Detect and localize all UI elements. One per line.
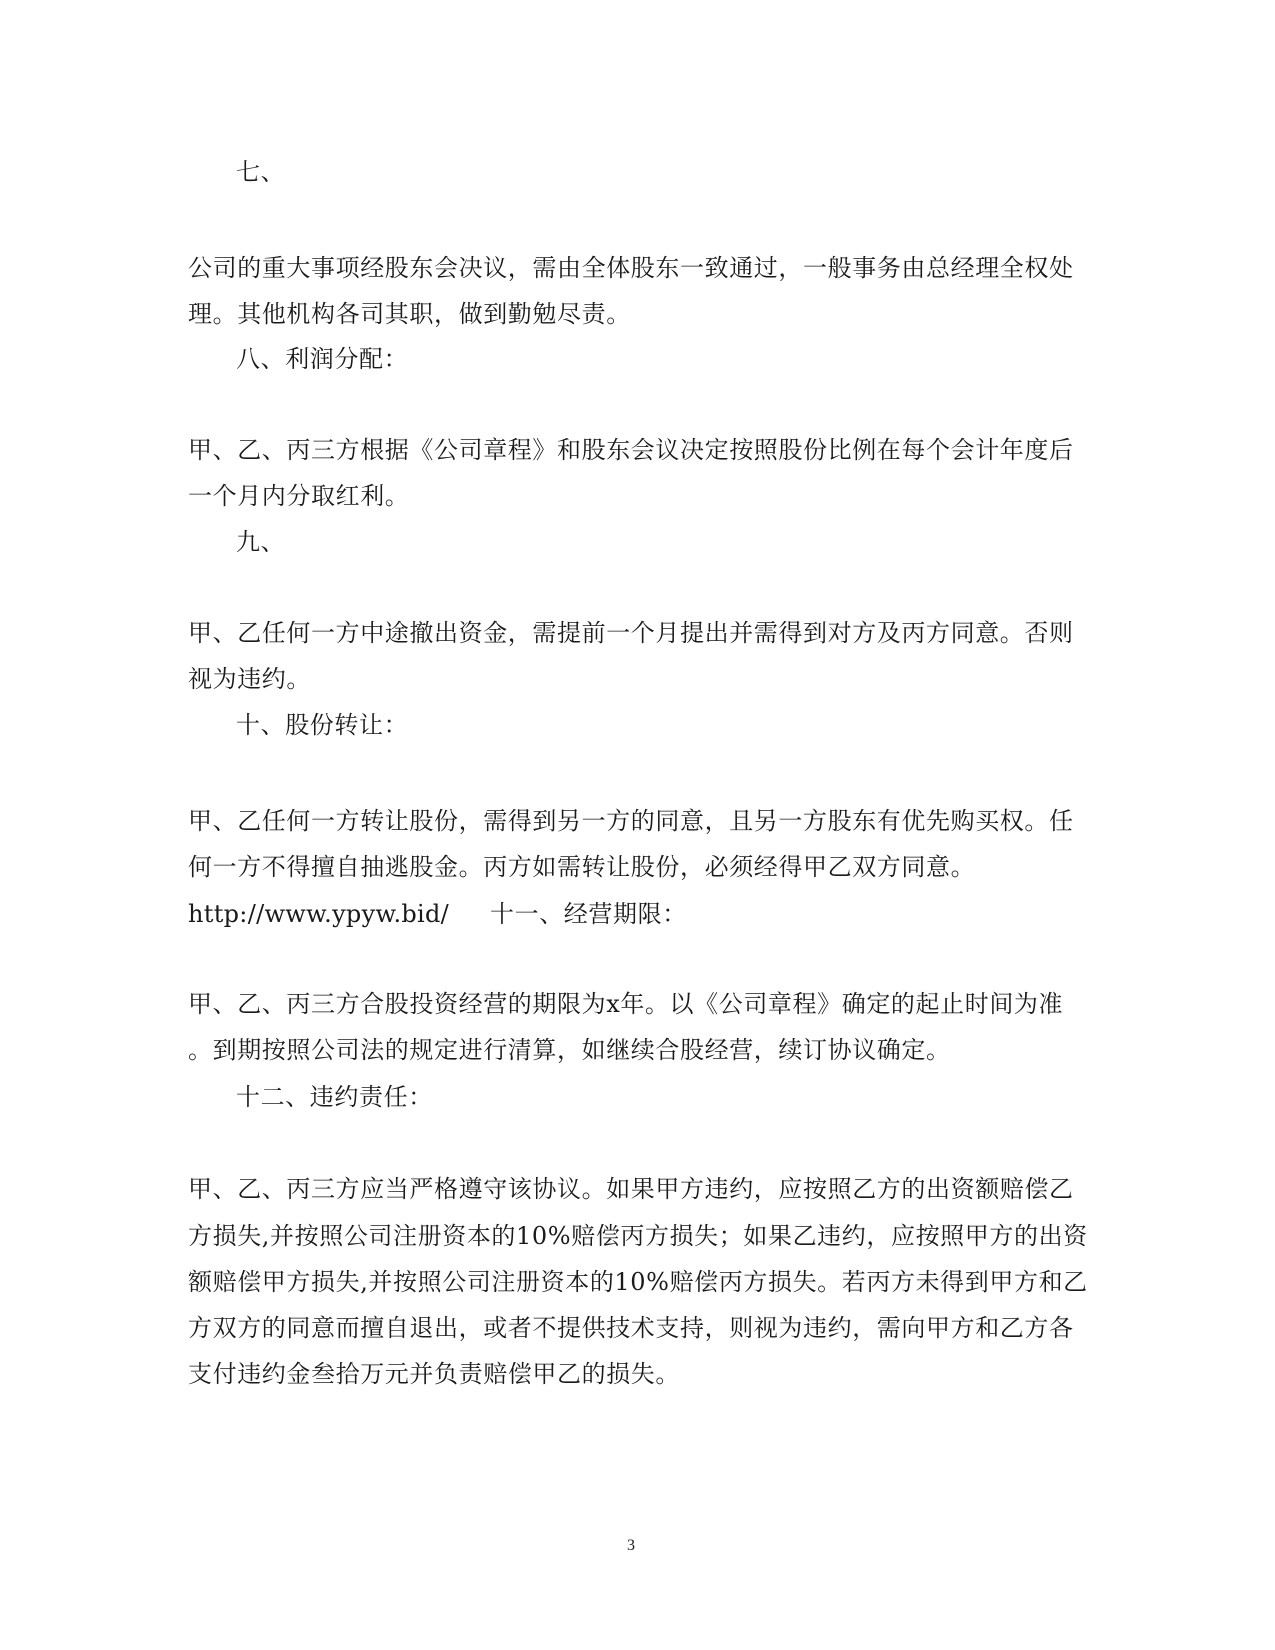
section-9-text-line-1: 甲、乙任何一方中途撤出资金，需提前一个月提出并需得到对方及丙方同意。否则	[188, 619, 1074, 647]
watermark-url-text: http://www.ypyw.bid/	[188, 900, 450, 928]
section-12-heading: 十二、违约责任：	[236, 1083, 433, 1111]
section-12-text-line-4: 方双方的同意而擅自退出，或者不提供技术支持，则视为违约，需向甲方和乙方各	[188, 1314, 1074, 1342]
section-12-text-line-1: 甲、乙、丙三方应当严格遵守该协议。如果甲方违约，应按照乙方的出资额赔偿乙	[188, 1175, 1074, 1203]
section-11-heading: 十一、经营期限：	[490, 900, 687, 928]
page-number: 3	[627, 1537, 635, 1554]
section-8-heading: 八、利润分配：	[236, 345, 409, 373]
section-10-heading: 十、股份转让：	[236, 711, 409, 739]
section-12-text-line-2: 方损失,并按照公司注册资本的10%赔偿丙方损失；如果乙违约，应按照甲方的出资	[188, 1222, 1088, 1250]
section-7-text-line-2: 理。其他机构各司其职，做到勤勉尽责。	[188, 300, 631, 328]
section-7-text-line-1: 公司的重大事项经股东会决议，需由全体股东一致通过，一般事务由总经理全权处	[188, 254, 1074, 282]
section-10-text-line-2: 何一方不得擅自抽逃股金。丙方如需转让股份，必须经得甲乙双方同意。	[188, 853, 976, 881]
section-9-text-line-2: 视为违约。	[188, 665, 311, 693]
section-11-text-line-2: 。到期按照公司法的规定进行清算，如继续合股经营，续订协议确定。	[188, 1036, 951, 1064]
section-10-text-line-1: 甲、乙任何一方转让股份，需得到另一方的同意，且另一方股东有优先购买权。任	[188, 807, 1074, 835]
section-12-text-line-3: 额赔偿甲方损失,并按照公司注册资本的10%赔偿丙方损失。若丙方未得到甲方和乙	[188, 1268, 1088, 1296]
section-9-heading: 九、	[236, 528, 286, 556]
section-8-text-line-2: 一个月内分取红利。	[188, 482, 410, 510]
section-7-heading: 七、	[236, 158, 286, 186]
section-8-text-line-1: 甲、乙、丙三方根据《公司章程》和股东会议决定按照股份比例在每个会计年度后	[188, 436, 1074, 464]
section-11-text-line-1: 甲、乙、丙三方合股投资经营的期限为x年。以《公司章程》确定的起止时间为准	[188, 990, 1064, 1018]
section-12-text-line-5: 支付违约金叁拾万元并负责赔偿甲乙的损失。	[188, 1360, 680, 1388]
